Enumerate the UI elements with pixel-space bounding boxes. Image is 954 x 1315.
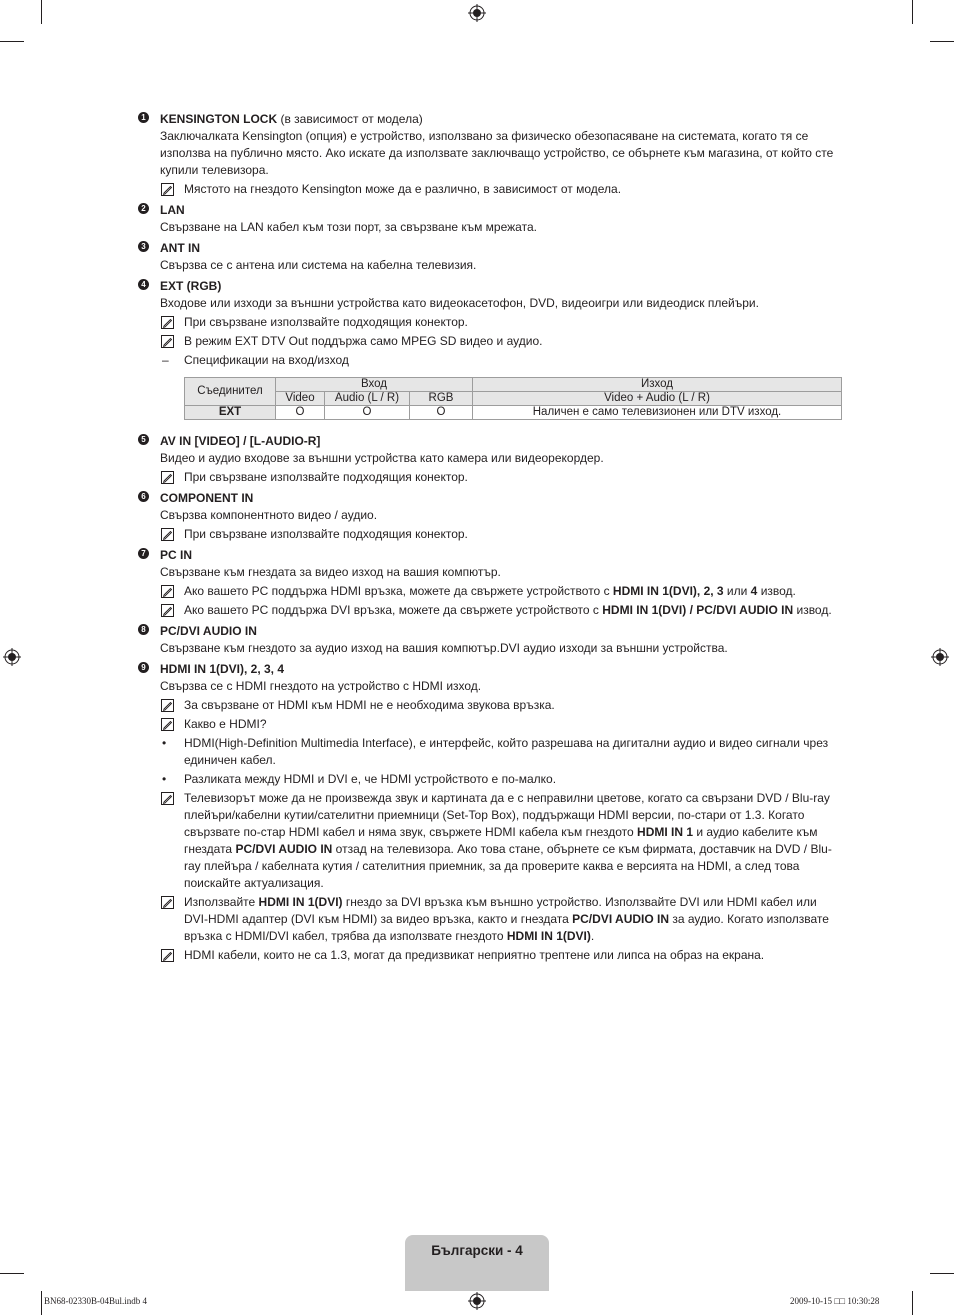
note-icon	[161, 896, 174, 909]
note: В режим EXT DTV Out поддържа само MPEG SD видео и аудио.	[160, 333, 843, 350]
dash-marker: –	[162, 353, 169, 367]
note: Какво е HDMI?	[160, 716, 843, 733]
section-ant-in	[138, 240, 843, 274]
table-cell: O	[325, 406, 410, 420]
section-lan	[138, 202, 843, 236]
note: При свързване използвайте подходящия конектор.	[160, 469, 843, 486]
section-title: LAN	[160, 203, 185, 217]
section-description: Свързване към гнездото за аудио изход на вашия компютър.DVI аудио изходи за външни устройства.	[160, 641, 728, 655]
bullet-item: • HDMI(High-Definition Multimedia Interface), е интерфейс, който разрешава на дигитални аудио и видео сигнали чрез единичен кабел.	[162, 736, 829, 767]
section-description: Свързване на LAN кабел към този порт, за свързване към мрежата.	[160, 220, 537, 234]
section-number: 3	[138, 241, 149, 252]
section-title: KENSINGTON LOCK (в зависимост от модела)	[160, 112, 423, 126]
crop-mark	[0, 1273, 24, 1274]
table-cell: EXT	[185, 406, 276, 420]
note: Ако вашето PC поддържа HDMI връзка, можете да свържете устройството с HDMI IN 1(DVI), 2, 3 или 4 извод.	[160, 583, 843, 600]
table-cell: O	[410, 406, 473, 420]
note: Използвайте HDMI IN 1(DVI) гнездо за DVI връзка към външно устройство. Използвайте DVI или HDMI кабел или DVI-HDMI адаптер (DVI към HDMI) за видео връзка, както и гнездата PC/DVI AUDIO IN за аудио. Когато използвате връзка с HDMI/DVI кабел, трябва да използвате гнездото HDMI IN 1(DVI).	[160, 894, 843, 945]
note-icon	[161, 718, 174, 731]
crop-mark	[930, 41, 954, 42]
note: Телевизорът може да не произвежда звук и картината да е с неправилни цветове, когато са свързани DVD / Blu-ray плейъри/кабелни кутии/сателитни приемници (Set-Top Box), поддържащи HDMI версии, по-стари от 1.3. Когато свързвате по-стар HDMI кабел и няма звук, свържете HDMI кабела към гнездото HDMI IN 1 и аудио кабелите към гнездата PC/DVI AUDIO IN отзад на телевизора. Ако това стане, обърнете се към фирмата, доставчик на DVD / Blu-ray плейъра / кабелната кутия / сателитния приемник, за да проверите каква е версията на HDMI, а след това поискайте актуализация.	[160, 790, 843, 892]
table-header-connector: Съединител	[185, 378, 276, 406]
section-kensington-lock	[138, 111, 843, 198]
note-icon	[161, 792, 174, 805]
section-title: PC/DVI AUDIO IN	[160, 624, 257, 638]
section-ext-rgb	[138, 278, 843, 420]
section-component-in	[138, 490, 843, 543]
table-header-audio: Audio (L / R)	[325, 392, 410, 406]
registration-mark-icon	[3, 648, 21, 666]
content	[138, 111, 843, 964]
crop-mark	[912, 0, 913, 24]
dash-item: – Спецификации на вход/изход	[162, 353, 349, 367]
bullet-marker: •	[162, 736, 167, 750]
section-number: 6	[138, 491, 149, 502]
bullet-marker: •	[162, 772, 167, 786]
section-description: Входове или изходи за външни устройства като видеокасетофон, DVD, видеоигри или видеодиск плейъри.	[160, 296, 759, 310]
section-hdmi-in	[138, 661, 843, 964]
crop-mark	[912, 1291, 913, 1315]
print-slug-file: BN68-02330B-04Bul.indb 4	[44, 1296, 148, 1306]
print-slug-datetime: 2009-10-15 □□ 10:30:28	[790, 1296, 880, 1306]
section-number: 9	[138, 662, 149, 673]
section-description: Свързва се с HDMI гнездото на устройство с HDMI изход.	[160, 679, 482, 693]
table-cell: Наличен е само телевизионен или DTV изход.	[473, 406, 842, 420]
note: При свързване използвайте подходящия конектор.	[160, 314, 843, 331]
table-cell: O	[276, 406, 325, 420]
note-icon	[161, 699, 174, 712]
section-number: 2	[138, 203, 149, 214]
note-icon	[161, 604, 174, 617]
note: Мястото на гнездото Kensington може да е различно, в зависимост от модела.	[160, 181, 843, 198]
section-pc-dvi-audio-in	[138, 623, 843, 657]
registration-mark-icon	[468, 1292, 486, 1310]
note: HDMI кабели, които не са 1.3, могат да предизвикат неприятно трептене или липса на образ на екрана.	[160, 947, 843, 964]
section-description: Свързва компонентното видео / аудио.	[160, 508, 378, 522]
crop-mark	[41, 0, 42, 24]
note-icon	[161, 335, 174, 348]
note-icon	[161, 183, 174, 196]
table-header-rgb: RGB	[410, 392, 473, 406]
note-icon	[161, 316, 174, 329]
section-title: AV IN [VIDEO] / [L-AUDIO-R]	[160, 434, 321, 448]
section-description: Видео и аудио входове за външни устройства като камера или видеорекордер.	[160, 451, 604, 465]
note: За свързване от HDMI към HDMI не е необходима звукова връзка.	[160, 697, 843, 714]
section-title: EXT (RGB)	[160, 279, 222, 293]
section-number: 4	[138, 279, 149, 290]
table-header-input: Вход	[276, 378, 473, 392]
note: Ако вашето PC поддържа DVI връзка, можете да свържете устройството с HDMI IN 1(DVI) / PC/DVI AUDIO IN извод.	[160, 602, 843, 619]
section-av-in	[138, 433, 843, 486]
section-title: PC IN	[160, 548, 193, 562]
note-icon	[161, 471, 174, 484]
table-header-output: Изход	[473, 378, 842, 392]
page-number-label: Български - 4	[431, 1243, 523, 1258]
section-number: 1	[138, 112, 149, 123]
crop-mark	[41, 1291, 42, 1315]
crop-mark	[0, 41, 24, 42]
section-number: 5	[138, 434, 149, 445]
table-row	[185, 406, 842, 420]
note-icon	[161, 528, 174, 541]
io-spec-table	[184, 377, 842, 420]
section-description: Заключалката Kensington (опция) е устройство, използвано за физическо обезопасяване на системата, когато тя се използва на публично място. Ако искате да използвате заключващо устройство, се обърнете към магазина, от който сте купили телевизора.	[160, 129, 834, 177]
table-header-output-signal: Video + Audio (L / R)	[473, 392, 842, 406]
section-number: 7	[138, 548, 149, 559]
section-title: ANT IN	[160, 241, 200, 255]
crop-mark	[930, 1273, 954, 1274]
section-description: Свързва се с антена или система на кабелна телевизия.	[160, 258, 477, 272]
section-title: HDMI IN 1(DVI), 2, 3, 4	[160, 662, 285, 676]
section-description: Свързване към гнездата за видео изход на вашия компютър.	[160, 565, 501, 579]
note-icon	[161, 949, 174, 962]
registration-mark-icon	[931, 648, 949, 666]
section-number: 8	[138, 624, 149, 635]
section-pc-in	[138, 547, 843, 619]
registration-mark-icon	[468, 4, 486, 22]
table-header-video: Video	[276, 392, 325, 406]
section-title: COMPONENT IN	[160, 491, 254, 505]
note-icon	[161, 585, 174, 598]
note: При свързване използвайте подходящия конектор.	[160, 526, 843, 543]
bullet-item: • Разликата между HDMI и DVI е, че HDMI устройството е по-малко.	[162, 772, 557, 786]
